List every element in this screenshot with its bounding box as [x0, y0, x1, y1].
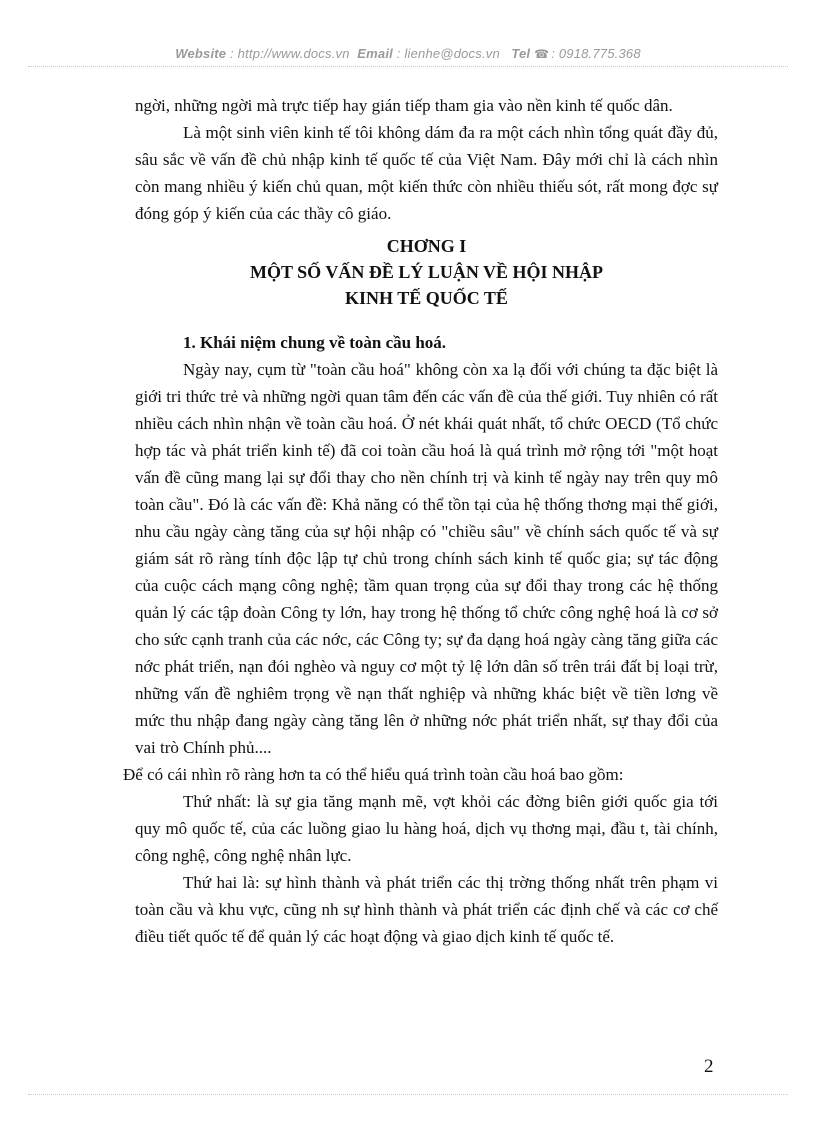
- tel-label: Tel: [511, 46, 531, 61]
- page-number: 2: [704, 1056, 714, 1077]
- website-url: : http://www.docs.vn: [230, 46, 350, 61]
- email-address: : lienhe@docs.vn: [396, 46, 500, 61]
- paragraph-definition: Ngày nay, cụm từ "toàn cầu hoá" không còn xa lạ đối với chúng ta đặc biệt là giới tri thức trẻ và những ngời quan tâm đến các vấn đề của thế giới. Tuy nhiên có rất nhiều cách nhìn nhận về toàn cầu hoá. Ở nét khái quát nhất, tổ chức OECD (Tổ chức hợp tác và phát triển kinh tế) đã coi toàn cầu hoá là quá trình mở rộng tới "một hoạt vấn đề cũng mang lại sự đổi thay cho nền chính trị và kinh tế ngày nay trên quy mô toàn cầu". Đó là các vấn đề: Khả năng có thể tồn tại của hệ thống thơng mại thế giới, nhu cầu ngày càng tăng của sự hội nhập có "chiều sâu" về chính sách quốc tế và sự giám sát rõ ràng tính độc lập tự chủ trong chính sách kinh tế quốc gia; sự tác động của cuộc cách mạng công nghệ; tầm quan trọng của sự đổi thay trong các hệ thống quản lý các tập đoàn Công ty lớn, hay trong hệ thống tổ chức công nghệ hoá là cơ sở cho sức cạnh tranh của các nớc, các Công ty; sự đa dạng hoá ngày càng tăng giữa các nớc phát triển, nạn đói nghèo và nguy cơ một tỷ lệ lớn dân số trên trái đất bị loại trừ, những vấn đề nghiêm trọng về nạn thất nghiệp và những khác biệt về tiền lơng về mức thu nhập đang ngày càng tăng lên ở những nớc phát triển nhất, sự thay đổi của vai trò Chính phủ....: [135, 360, 718, 757]
- page-header: [0, 46, 816, 61]
- chapter-heading: [135, 233, 718, 311]
- email-label: Email: [357, 46, 393, 61]
- paragraph-second-point: Thứ hai là: sự hình thành và phát triển các thị trờng thống nhất trên phạm vi toàn cầu và khu vực, cũng nh sự hình thành và phát triển các định chế và các cơ chế điều tiết quốc tế để quản lý các hoạt động và giao dịch kinh tế quốc tế.: [135, 873, 718, 946]
- paragraph-intro: Là một sinh viên kinh tế tôi không dám đa ra một cách nhìn tổng quát đầy đủ, sâu sắc về vấn đề chủ nhập kinh tế quốc tế của Việt Nam. Đây mới chỉ là cách nhìn còn mang nhiều ý kiến chủ quan, một kiến thức còn nhiều thiếu sót, rất mong đợc sự đóng góp ý kiến của các thầy cô giáo.: [135, 123, 718, 223]
- website-label: Website: [175, 46, 227, 61]
- page-content: [123, 92, 718, 950]
- chapter-number: CHƠNG I: [386, 236, 467, 256]
- section-title: 1. Khái niệm chung về toàn cầu hoá.: [183, 333, 447, 352]
- phone-icon: ☎: [534, 47, 550, 61]
- footer-divider: [28, 1094, 788, 1095]
- tel-number: : 0918.775.368: [551, 46, 641, 61]
- header-divider: [28, 66, 788, 67]
- paragraph-overview: Để có cái nhìn rõ ràng hơn ta có thể hiểu quá trình toàn cầu hoá bao gồm:: [123, 765, 624, 784]
- chapter-title-line-2: KINH TẾ QUỐC TẾ: [345, 288, 508, 308]
- paragraph-continuation: ngời, những ngời mà trực tiếp hay gián tiếp tham gia vào nền kinh tế quốc dân.: [135, 96, 673, 115]
- paragraph-first-point: Thứ nhất: là sự gia tăng mạnh mẽ, vợt khỏi các đờng biên giới quốc gia tới quy mô quốc tế, của các luồng giao lu hàng hoá, dịch vụ thơng mại, đầu t, tài chính, công nghệ, công nghệ nhân lực.: [135, 792, 718, 865]
- chapter-title-line-1: MỘT SỐ VẤN ĐỀ LÝ LUẬN VỀ HỘI NHẬP: [249, 262, 604, 282]
